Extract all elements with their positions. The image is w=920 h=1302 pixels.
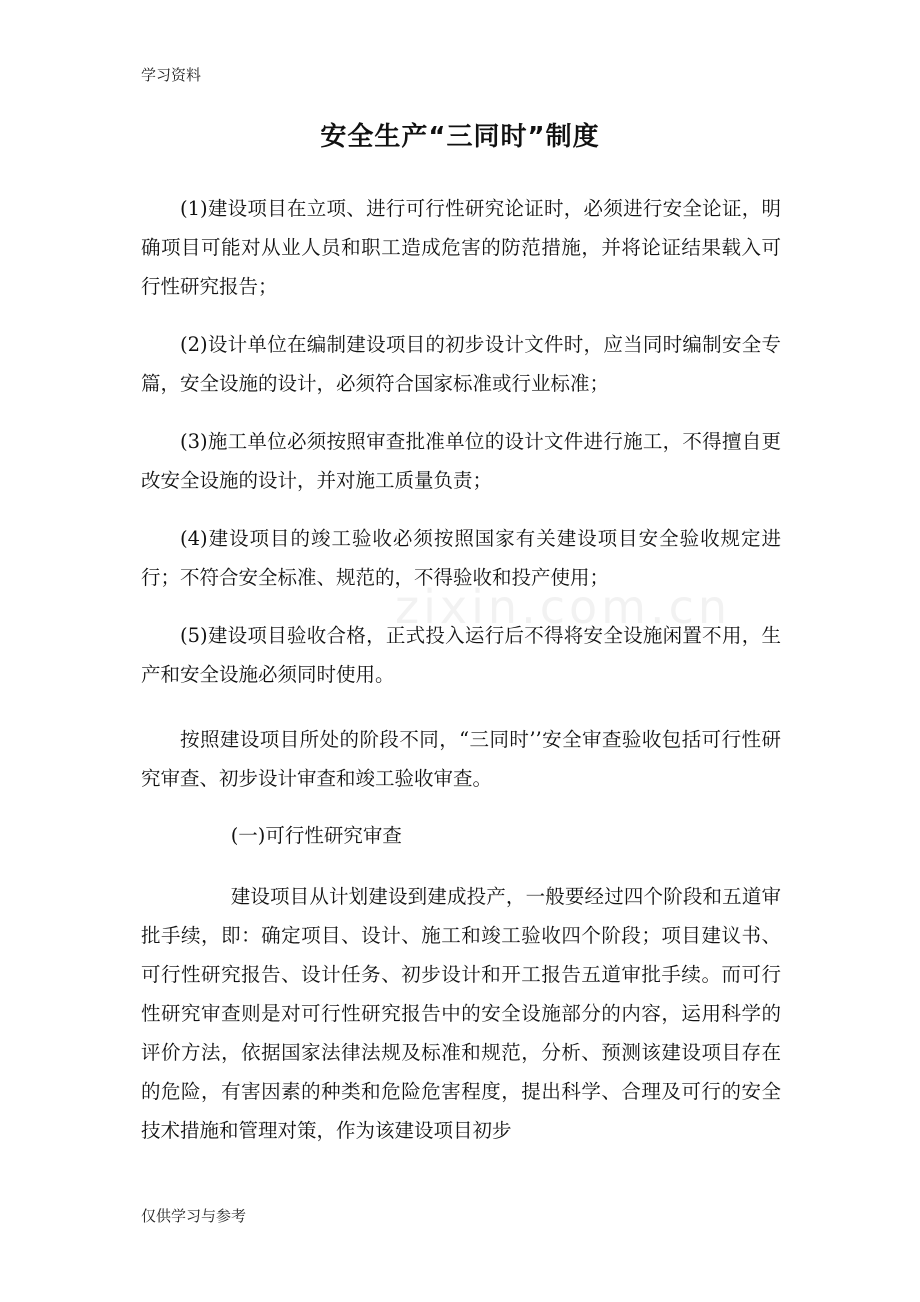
watermark: zixin.com.cn [395,580,732,634]
section-heading: (一)可行性研究审查 [230,824,402,847]
paragraph-6: 按照建设项目所处的阶段不同，“三同时’’安全审查验收包括可行性研究审查、初步设计审查和竣工验收审查。 [141,728,781,790]
page-header-label: 学习资料 [141,66,202,84]
paragraph-4: (4)建设项目的竣工验收必须按照国家有关建设项目安全验收规定进行；不符合安全标准、规范的，不得验收和投产使用； [141,527,781,589]
page-footer-label: 仅供学习与参考 [141,1207,247,1225]
paragraph-7: 建设项目从计划建设到建成投产，一般要经过四个阶段和五道审批手续，即：确定项目、设计、施工和竣工验收四个阶段；项目建议书、可行性研究报告、设计任务、初步设计和开工报告五道审批手续。而可行性研究审查则是对可行性研究报告中的安全设施部分的内容，运用科学的评价方法，依据国家法律法规及标准和规范，分析、预测该建设项目存在的危险，有害因素的种类和危险危害程度，提出科学、合理及可行的安全技术措施和管理对策，作为该建设项目初步 [141,885,781,1142]
document-title: 安全生产“三同时”制度 [320,122,600,152]
paragraph-2: (2)设计单位在编制建设项目的初步设计文件时，应当同时编制安全专篇，安全设施的设计，必须符合国家标准或行业标准； [141,333,781,395]
paragraph-3: (3)施工单位必须按照审查批准单位的设计文件进行施工，不得擅自更改安全设施的设计，并对施工质量负责； [141,430,781,492]
paragraph-5: (5)建设项目验收合格，正式投入运行后不得将安全设施闲置不用，生产和安全设施必须同时使用。 [141,624,781,686]
paragraph-1: (1)建设项目在立项、进行可行性研究论证时，必须进行安全论证，明确项目可能对从业人员和职工造成危害的防范措施，并将论证结果载入可行性研究报告； [141,197,781,298]
